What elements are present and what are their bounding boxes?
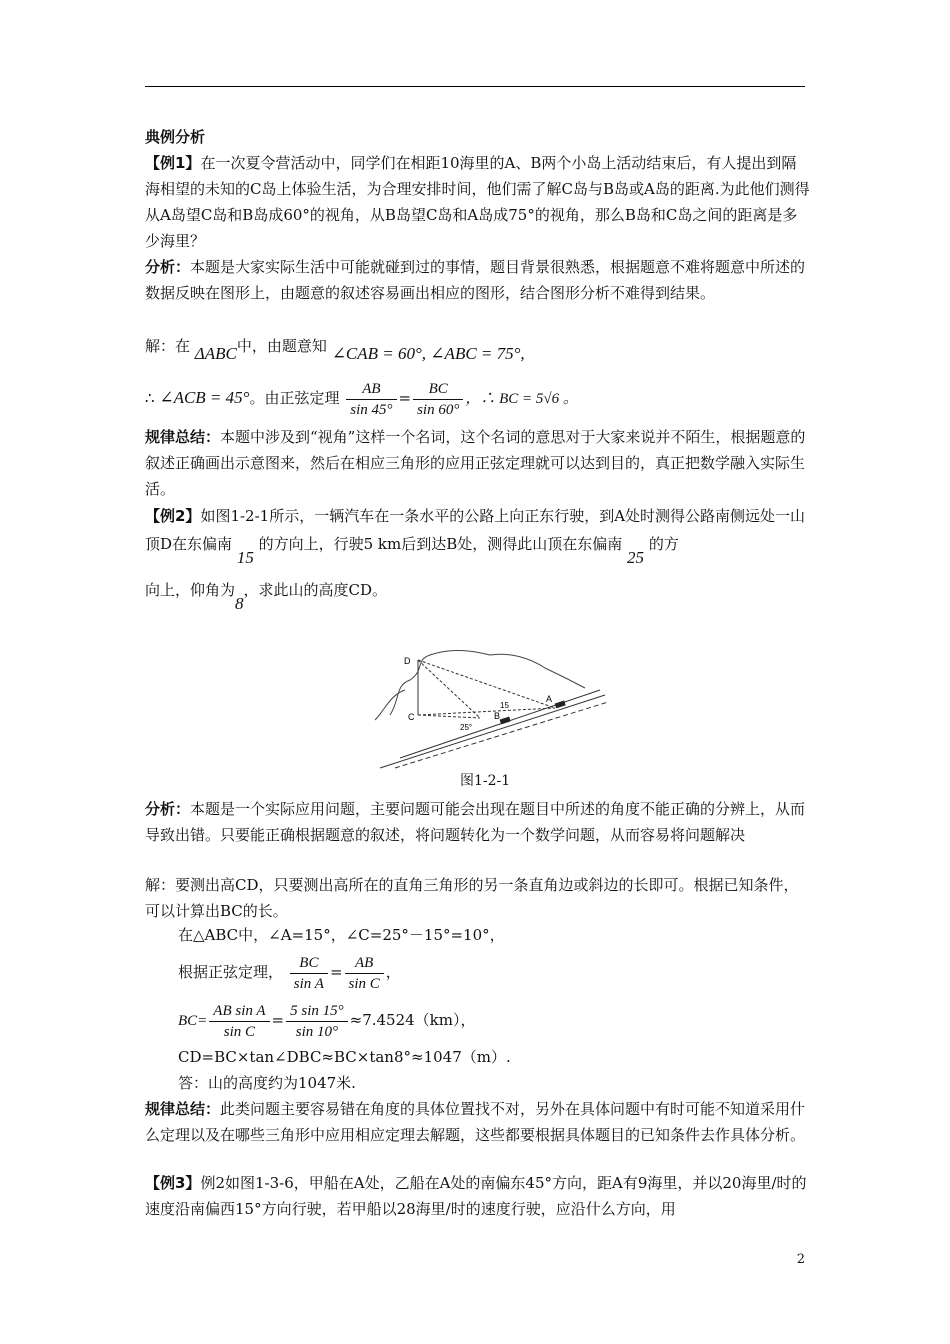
label-c: C — [408, 712, 415, 722]
example-3-text: 【例3】例2如图1-3-6，甲船在A处，乙船在A处的南偏东45°方向，距A有9海里，并以20海里/时的速度沿南偏西15°方向行驶，若甲船以28海里/时的速度行驶，应沿什么方向，用 — [145, 1174, 807, 1218]
example-1-analysis: 分析：本题是大家实际生活中可能就碰到过的事情，题目背景很熟悉，根据题意不难将题意中所述的数据反映在图形上，由题意的叙述容易画出相应的图形，结合图形分析不难得到结果。 — [145, 258, 806, 302]
line-da — [418, 660, 555, 708]
example-1-solution: 解：在 ΔABC中，由题意知 ∠CAB = 60°, ∠ABC = 75°, — [145, 337, 525, 363]
figure-mountain-road — [370, 640, 610, 770]
page-number: 2 — [796, 1252, 805, 1267]
example-1-summary: 规律总结：本题中涉及到“视角”这样一个名词，这个名词的意思对于大家来说并不陌生，根据题意的叙述正确画出示意图来，然后在相应三角形的应用正弦定理就可以达到目的，真正把数学融入实际生活。 — [145, 428, 806, 498]
section-title: 典例分析 — [145, 128, 206, 146]
line-cb — [418, 715, 480, 718]
figure-caption: 图1-2-1 — [460, 773, 511, 789]
car-b — [500, 717, 511, 725]
label-b: B — [494, 711, 501, 721]
road-center — [395, 702, 608, 768]
fraction-ab-sin45: $\frac{AB}{\sin 45^\circ}$ — [346, 379, 396, 420]
example-2-step-3: BC= $\frac{\text{AB sin A}}{\text{sin C}}$ = $\frac{5 \sin 15^\circ}{\sin 10^\circ}$ ≈7.4524（km）， — [178, 1002, 476, 1040]
example-2-answer: 答：山的高度约为1047米. — [178, 1074, 356, 1092]
example-2-text-a: 【例2】如图1-2-1所示，一辆汽车在一条水平的公路上向正东行驶，到A处时测得公路南侧远处一山顶D在东偏南 15 的方向上，行驶5 km后到达B处，测得此山顶在东偏南 25 的方 — [145, 507, 806, 567]
example-2-step-4: CD=BC×tan∠DBC≈BC×tan8°≈1047（m）. — [178, 1048, 511, 1066]
label-angle-25: 25° — [460, 723, 473, 732]
example-2-summary: 规律总结：此类问题主要容易错在角度的具体位置找不对，另外在具体问题中有时可能不知道采用什么定理以及在哪些三角形中应用相应定理去解题，这些都要根据具体题目的已知条件去作具体分析。 — [145, 1100, 806, 1144]
line-db — [418, 660, 480, 718]
fraction-bc-sin60: $\frac{BC}{\sin 60^\circ}$ — [413, 379, 463, 420]
car-a — [555, 701, 566, 709]
label-angle-15: 15 — [500, 701, 509, 710]
label-d: D — [404, 656, 411, 666]
example-2-solution: 解：要测出高CD，只要测出高所在的直角三角形的另一条直角边或斜边的长即可。根据已知条件，可以计算出BC的长。 — [145, 876, 799, 920]
example-2-analysis: 分析：本题是一个实际应用问题，主要问题可能会出现在题目中所述的角度不能正确的分辨上，从而导致出错。只要能正确根据题意的叙述，将问题转化为一个数学问题，从而容易将问题解决 — [145, 800, 806, 844]
example-2-step-2: 根据正弦定理， $\frac{BC}{\text{sin A}}$ = $\frac{AB}{\text{sin C}}$ ， — [178, 954, 401, 992]
mountain-ridge — [375, 690, 405, 720]
example-2-step-1: 在△ABC中，∠A=15°，∠C=25°－15°=10°， — [178, 926, 505, 944]
example-1-formula: ∴ ∠ACB = 45°。由正弦定理 $\frac{AB}{\sin 45^\circ}$ = $\frac{BC}{\sin 60^\circ}$ ，∴ BC = 5√6 。 — [145, 380, 578, 418]
example-1-label: 【例1】 — [145, 154, 201, 172]
example-1-text: 【例1】在一次夏令营活动中，同学们在相距10海里的A、B两个小岛上活动结束后，有人提出到隔海相望的未知的C岛上体验生活，为合理安排时间，他们需了解C岛与B岛或A岛的距离.为此他们测得从A岛望C岛和B岛成60°的视角，从B岛望C岛和A岛成75°的视角，那么B岛和C岛之间的距离是多少海里？ — [145, 154, 810, 250]
line-ca — [418, 708, 555, 715]
label-a: A — [546, 694, 553, 704]
example-2-text-b: 向上，仰角为8，求此山的高度CD。 — [145, 581, 388, 613]
header-rule — [145, 86, 805, 87]
road-edge-1 — [380, 695, 605, 768]
